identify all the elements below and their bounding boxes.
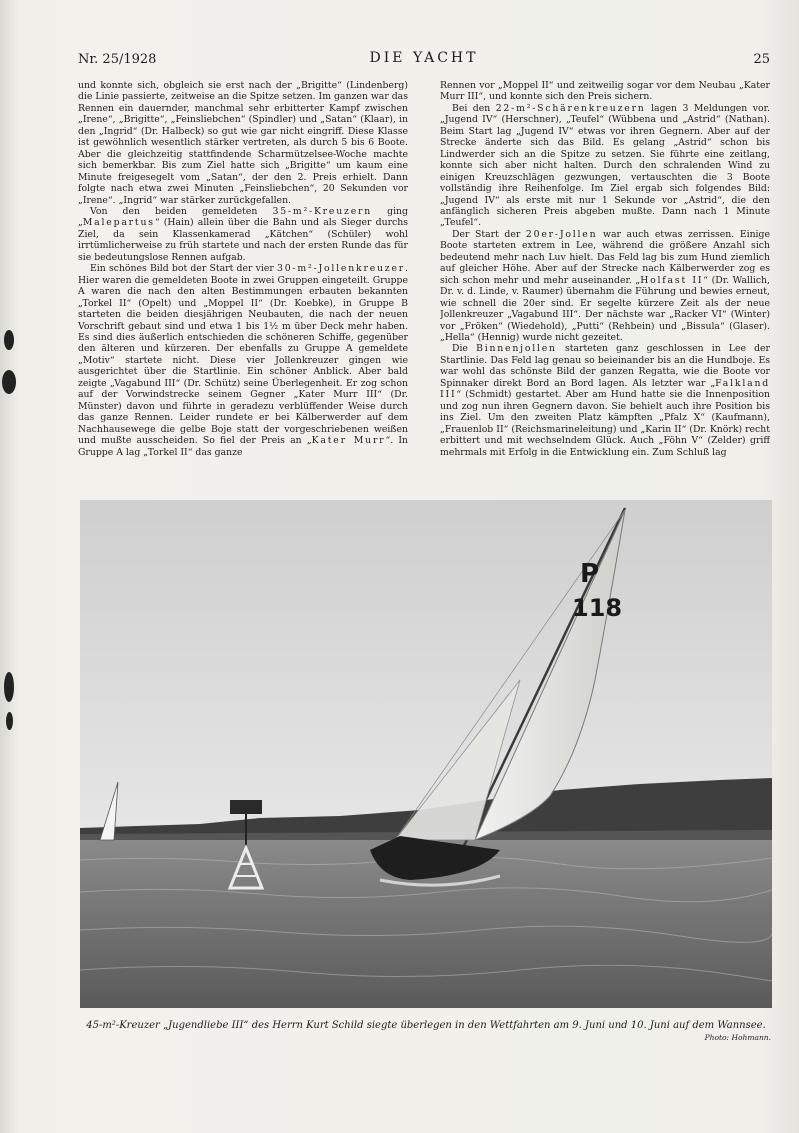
text-run: . Hier waren die gemeldeten Boote in zwei Gruppen eingeteilt. Gruppe A waren die nach den alten Bestimmungen erbauten bekannten „Torkel II“ (Opelt) und „Moppel II“ (Dr. Koebke), in Gruppe B starteten die beiden diesjährigen Neubauten, die nach der neuen Vorschrift gebaut sind und etwa 1 bis 1½ m über Deck mehr haben. Es sind dies äußerlich entschieden die schöneren Schiffe, gegenüber den älteren und kürzeren. Der ebenfalls zu Gruppe A gemeldete „Motiv“ startete nicht. Diese vier Jollenkreuzer gingen wie ausgerichtet über die Startlinie. Ein schöner Anblick. Aber bald zeigte „Vagabund III“ (Dr. Schütz) seine Überlegenheit. Er zog schon auf der Vorwindstrecke seinem Gegner „Kater Murr III“ (Dr. Münster) davon und führte in geradezu verblüffender Weise durch das ganze Rennen. Leider rundete er bei Kälberwerder auf dem Nachhausewege die gelbe Boje statt der vorgeschriebenen weißen und mußte ausscheiden. So fiel der Preis an „ <box>78 263 408 447</box>
photo-caption: 45-m²-Kreuzer „Jugendliebe III“ des Herrn Kurt Schild siegte überlegen in den Wettfahrten am 9. Juni und 10. Juni auf dem Wannsee. <box>86 1020 766 1031</box>
scan-blot <box>4 330 14 350</box>
text-run: Rennen vor „Moppel II“ und zeitweilig sogar vor dem Neubau „Kater Murr III“, und konnte sich den Preis sichern. <box>440 80 770 103</box>
article-paragraph <box>78 80 408 206</box>
page-number: 25 <box>753 52 770 67</box>
scan-blot <box>6 712 13 730</box>
text-run: Der Start der <box>452 228 526 240</box>
text-run: ging „ <box>78 205 408 229</box>
text-run: lagen 3 Meldungen vor. „Jugend IV“ (Herschner), „Teufel“ (Wübbena und „Astrid“ (Nathan). Beim Start lag „Jugend IV“ etwas vor ihren Gegnern. Aber auf der Strecke änderte sich das Bild. Es gelang „Astrid“ schon bis Lindwerder sich an die Spitze zu setzen. Sie führte eine zeitlang, konnte sich aber nicht halten. Durch den schralenden Wind zu einigen Kreuzschlägen gezwungen, vertauschten die 3 Boote vollständig ihre Reihenfolge. Im Ziel ergab sich folgendes Bild: „Jugend IV“ als erste mit nur 1 Sekunde vor „Astrid“, die den anfänglich sicheren Preis abgeben mußte. Dann nach 1 Minute „Teufel“. <box>440 102 770 229</box>
magazine-title: DIE YACHT <box>369 50 479 66</box>
text-run: Bei den <box>452 102 496 114</box>
scan-blot <box>4 672 14 702</box>
article-paragraph <box>440 343 770 458</box>
spaced-term: Kater Murr <box>311 435 386 447</box>
spaced-term: 30-m²-Jollenkreuzer <box>277 263 406 275</box>
spaced-term: Falkland III <box>440 377 770 401</box>
text-run: Die <box>452 343 477 355</box>
article-paragraph <box>78 206 408 263</box>
page-header <box>78 52 770 72</box>
spaced-term: Malepartus <box>82 217 155 229</box>
text-run: “ (Dr. Wallich, Dr. v. d. Linde, v. Raumer) übernahm die Führung und bewies erneut, wie schnell die 20er sind. Er segelte kürzere Zeit als der neue Jollenkreuzer „Vagabund III“. Der nächste war „Racker VI“ (Winter) vor „Fröken“ (Wiedehold), „Putti“ (Rehbein) und „Bissula“ (Glaser). „Hella“ (Hennig) wurde nicht gezeitet. <box>440 274 770 343</box>
left-text-column <box>78 80 408 480</box>
spaced-term: 22-m²-Schärenkreuzern <box>495 102 646 114</box>
article-paragraph <box>440 103 770 229</box>
photo-credit: Photo: Hohmann. <box>704 1033 771 1042</box>
spaced-term: 20er-Jollen <box>525 228 598 240</box>
text-run: war auch etwas zerrissen. Einige Boote starteten extrem in Lee, während die größere Anzahl sich bedeutend mehr nach Luv hielt. Das Feld lag bis zum Hund ziemlich auf gleicher Höhe. Aber auf der Strecke nach Kälberwerder zog es sich schon mehr und mehr auseinander. „ <box>440 228 770 286</box>
sail-number: 118 <box>572 594 623 622</box>
text-run: Ein schönes Bild bot der Start der vier <box>90 263 277 275</box>
right-text-column <box>440 80 770 480</box>
spaced-term: Binnenjollen <box>476 343 557 355</box>
text-run: Von den beiden gemeldeten <box>90 205 273 217</box>
text-run: “ (Schmidt) gestartet. Aber am Hund hatte sie die Innenposition und zog nun ihren Gegnern davon. Sie behielt auch ihre Position bis ins Ziel. Um den zweiten Platz kämpften „Pfalz X“ (Kaufmann), „Frauenlob II“ (Reichsmarineleitung) und „Karin II“ (Dr. Knörk) recht erbittert und mit wechselndem Glück. Auch „Föhn V“ (Zelder) griff mehrmals mit Erfolg in die Entwicklung ein. Zum Schluß lag <box>440 389 770 458</box>
sail-letter: P <box>580 559 600 589</box>
spaced-term: 35-m²-Kreuzern <box>272 205 373 217</box>
sailing-photo <box>80 500 772 1008</box>
article-paragraph <box>440 229 770 344</box>
text-run: “. In Gruppe A lag „Torkel II“ das ganze <box>78 435 408 458</box>
spaced-term: Holfast II <box>640 274 704 286</box>
sailboat-illustration <box>80 500 772 1008</box>
article-paragraph <box>78 263 408 458</box>
article-paragraph <box>440 80 770 103</box>
scan-blot <box>2 370 16 394</box>
text-run: “ (Hain) allein über die Bahn und als Sieger durchs Ziel, da sein Klassenkamerad „Kätchen“ (Schüler) wohl irrtümlicherweise zu früh startete und nach der ersten Runde das für sie bedeutungslose Rennen aufgab. <box>78 217 408 263</box>
text-run: und konnte sich, obgleich sie erst nach der „Brigitte“ (Lindenberg) die Linie passierte, zeitweise an die Spitze setzen. Im ganzen war das Rennen ein dauernder, manchmal sehr erbitterter Kampf zwischen „Irene“, „Brigitte“, „Feinsliebchen“ (Spindler) und „Satan“ (Klaar), in den „Ingrid“ (Dr. Halbeck) so gut wie gar nicht eingriff. Diese Klasse ist gewöhnlich wesentlich stärker vertreten, als durch 5 bis 6 Boote. Aber die gleichzeitig stattfindende Scharmützelsee-Woche machte sich bemerkbar. Bis zum Ziel hatte sich „Brigitte“ um kaum eine Minute freigesegelt vom „Satan“, der den 2. Preis erhielt. Dann folgte nach etwa zwei Minuten „Feinsliebchen“, 20 Sekunden vor „Irene“. „Ingrid“ war stärker zurückgefallen. <box>78 80 408 206</box>
text-run: starteten ganz geschlossen in Lee der Startlinie. Das Feld lag genau so beieinander bis an die Hundboje. Es war wohl das schönste Bild der ganzen Regatta, wie die Boote vor Spinnaker direkt Bord an Bord lagen. Als letzter war „ <box>440 343 770 389</box>
issue-number: Nr. 25/1928 <box>78 52 157 67</box>
